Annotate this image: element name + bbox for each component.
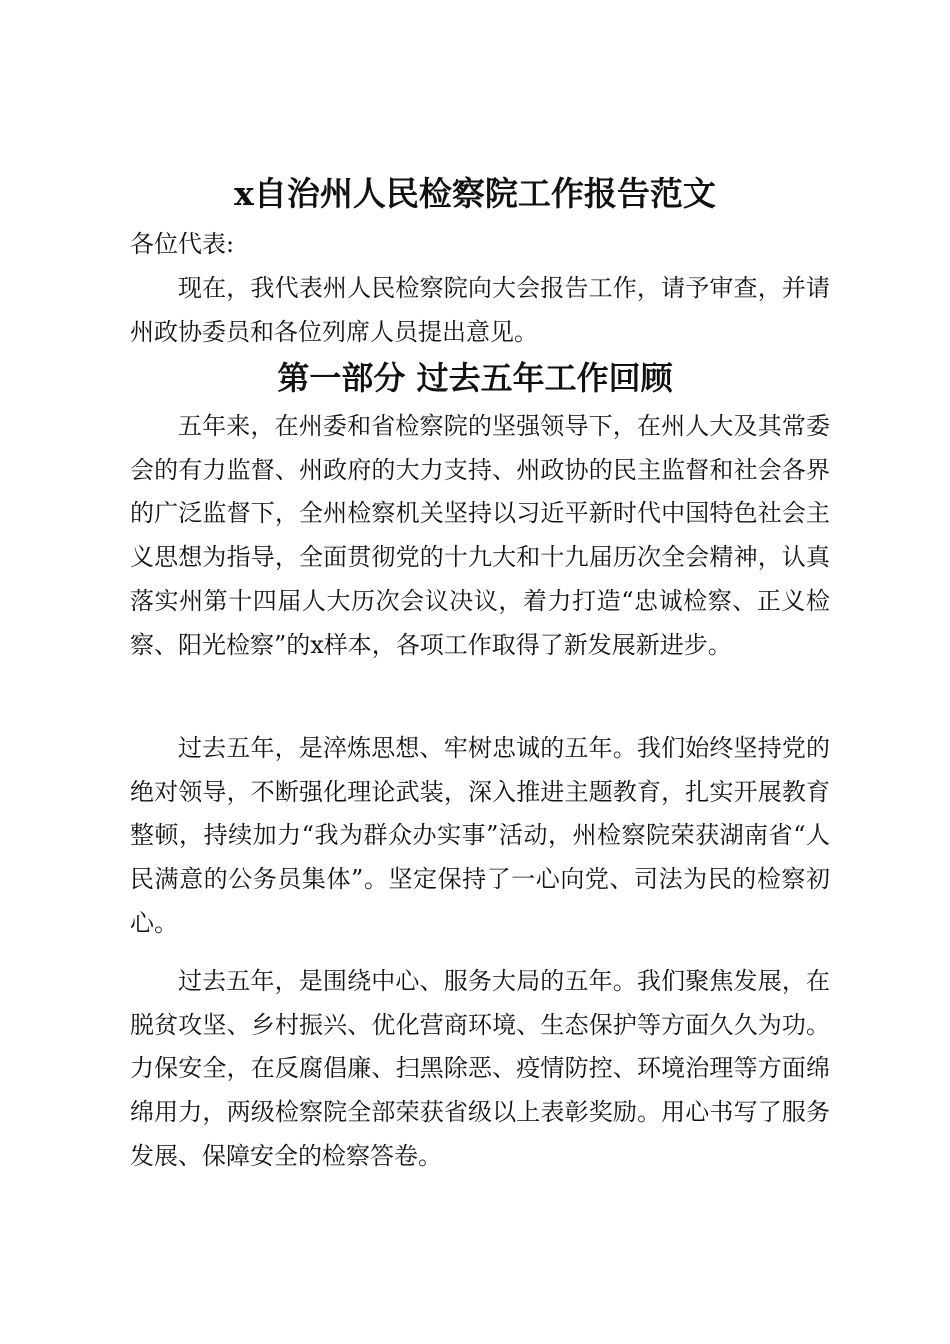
body-paragraph-2: 过去五年，是淬炼思想、牢树忠诚的五年。我们始终坚持党的绝对领导，不断强化理论武装，深入推进主题教育，扎实开展教育整顿，持续加力“我为群众办实事”活动，州检察院荣获湖南省“人民满意的公务员集体”。坚定保持了一心向党、司法为民的检察初心。	[130, 734, 830, 937]
body-paragraph-3: 过去五年，是围绕中心、服务大局的五年。我们聚焦发展，在脱贫攻坚、乡村振兴、优化营商环境、生态保护等方面久久为功。力保安全，在反腐倡廉、扫黑除恶、疫情防控、环境治理等方面绵绵用力，两级检察院全部荣获省级以上表彰奖励。用心书写了服务发展、保障安全的检察答卷。	[130, 967, 830, 1170]
section-heading: 第一部分 过去五年工作回顾	[277, 359, 673, 397]
body-paragraph-1: 五年来，在州委和省检察院的坚强领导下，在州人大及其常委会的有力监督、州政府的大力支持、州政协的民主监督和社会各界的广泛监督下，全州检察机关坚持以习近平新时代中国特色社会主义思想为指导，全面贯彻党的十九大和十九届历次全会精神，认真落实州第十四届人大历次会议决议，着力打造“忠诚检察、正义检察、阳光检察”的x样本，各项工作取得了新发展新进步。	[130, 412, 830, 659]
salutation: 各位代表:	[130, 230, 235, 258]
intro-paragraph: 现在，我代表州人民检察院向大会报告工作，请予审查，并请州政协委员和各位列席人员提出意见。	[130, 274, 830, 346]
document-title: x自治州人民检察院工作报告范文	[234, 174, 716, 213]
